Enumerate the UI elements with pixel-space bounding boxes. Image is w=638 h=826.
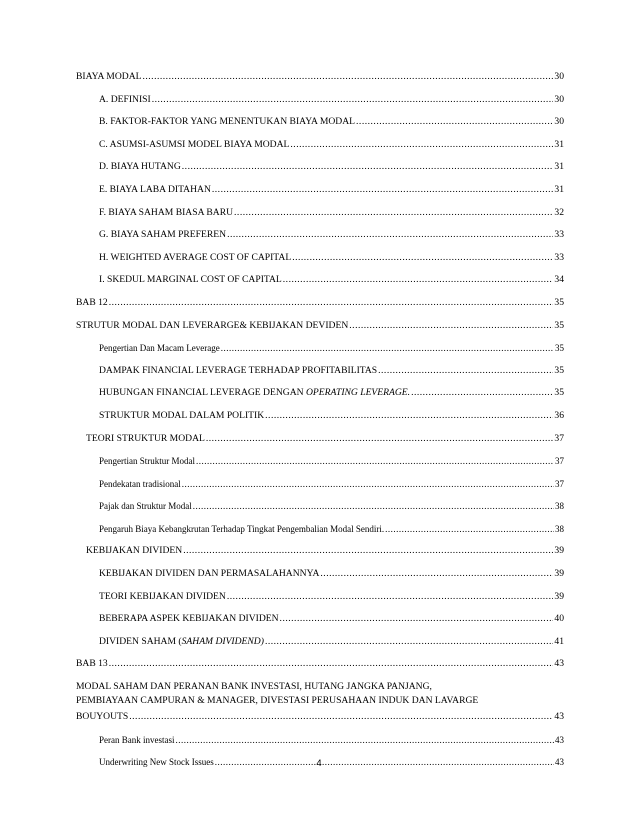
toc-entry[interactable] [76,365,564,377]
toc-entry-label-part: DIVIDEN SAHAM ( [99,635,182,647]
toc-entry-label: STRUTUR MODAL DAN LEVERARGE& KEBIJAKAN DEVIDEN [76,319,349,331]
toc-entry-page: 35 [554,364,564,376]
dot-leader [196,455,554,467]
toc-entry[interactable] [76,207,564,219]
dot-leader [280,613,554,625]
toc-entry-label-italic: SAHAM DIVIDEND) [181,635,264,647]
toc-entry-label: D. BIAYA HUTANG [99,161,181,173]
toc-entry-page: 40 [554,613,564,625]
toc-entry-page: 32 [554,206,564,218]
toc-entry-page: 37 [554,432,564,444]
toc-entry[interactable] [76,297,564,309]
toc-entry-page: 41 [554,635,564,647]
toc-entry-label-line3: BOUYOUTS [76,711,129,723]
dot-leader [182,478,554,490]
dot-leader [292,252,553,264]
toc-entry-page: 30 [554,116,564,128]
dot-leader [349,320,553,332]
toc-entry[interactable] [76,636,564,648]
toc-entry-label: F. BIAYA SAHAM BIASA BARU [99,206,234,218]
toc-entry-label: TEORI STRUKTUR MODAL [86,432,205,444]
toc-entry-label: TEORI KEBIJAKAN DIVIDEN [99,590,226,602]
toc-entry-page: 38 [555,501,564,512]
toc-entry[interactable] [76,229,564,241]
toc-entry-page: 35 [554,296,564,308]
toc-entry-label: BEBERAPA ASPEK KEBIJAKAN DIVIDEN [99,613,279,625]
toc-entry[interactable] [76,342,564,354]
dot-leader [227,591,554,603]
toc-entry[interactable] [76,523,564,535]
dot-leader [129,711,553,723]
toc-entry[interactable] [76,568,564,580]
toc-entry-label: E. BIAYA LABA DITAHAN [99,183,211,195]
toc-entry[interactable] [76,658,564,670]
toc-entry[interactable] [76,500,564,512]
dot-leader [227,229,553,241]
toc-entry-label: Pajak dan Struktur Modal [99,501,192,512]
toc-entry[interactable] [76,410,564,422]
toc-entry-page: 38 [555,523,564,534]
toc-entry-page: 43 [555,757,564,768]
dot-leader [182,161,554,173]
dot-leader [193,500,554,512]
toc-entry[interactable] [76,184,564,196]
toc-entry-page: 35 [555,343,564,354]
toc-entry-label: BAB 12 [76,296,108,308]
toc-entry-page: 39 [554,590,564,602]
dot-leader [152,94,554,106]
toc-entry[interactable] [76,387,564,399]
toc-entry-label: DAMPAK FINANCIAL LEVERAGE TERHADAP PROFITABILITAS [99,364,378,376]
toc-entry-label: Pendekatan tradisional [99,478,181,489]
toc-entry[interactable] [76,455,564,467]
toc-entry-label-line1: MODAL SAHAM DAN PERANAN BANK INVESTASI, HUTANG JANGKA PANJANG, [76,681,432,693]
table-of-contents [76,71,564,779]
toc-entry-label: C. ASUMSI-ASUMSI MODEL BIAYA MODAL [99,138,290,150]
toc-entry[interactable] [76,161,564,173]
dot-leader [109,297,554,309]
toc-entry-label: Pengaruh Biaya Kebangkrutan Terhadap Tingkat Pengembalian Modal Sendiri. [99,523,385,534]
toc-entry[interactable] [76,545,564,557]
toc-entry[interactable] [76,274,564,286]
dot-leader [142,71,553,83]
toc-entry-label: Underwriting New Stock Issues [99,757,214,768]
toc-entry-page: 30 [554,93,564,105]
toc-entry-label-line3-row [76,711,564,723]
toc-entry-label: A. DEFINISI [99,93,151,105]
toc-entry-label-line2: PEMBIAYAAN CAMPURAN & MANAGER, DIVESTASI PERUSAHAAN INDUK DAN LAVARGE [76,695,479,707]
dot-leader [183,545,553,557]
toc-entry-page: 31 [554,183,564,195]
toc-entry-page: 43 [554,711,564,723]
dot-leader [176,734,555,746]
toc-entry-label: BIAYA MODAL [76,71,142,82]
toc-entry-page: 31 [554,138,564,150]
toc-entry-label: I. SKEDUL MARGINAL COST OF CAPITAL [99,274,282,286]
dot-leader [265,636,553,648]
toc-entry-label: BAB 13 [76,658,108,670]
toc-entry-page: 33 [554,229,564,241]
toc-entry[interactable] [76,591,564,603]
dot-leader [206,433,554,445]
dot-leader [234,207,553,219]
dot-leader [221,342,554,354]
toc-entry-label: Peran Bank investasi [99,734,175,745]
toc-entry[interactable] [76,734,564,746]
toc-entry-page: 35 [554,319,564,331]
dot-leader [320,568,553,580]
toc-entry-label-italic: OPERATING LEVERAGE. [305,387,411,399]
toc-entry-page: 39 [554,545,564,557]
toc-entry-multiline[interactable] [76,681,564,723]
toc-entry-label: G. BIAYA SAHAM PREFEREN [99,229,227,241]
toc-entry-label: KEBIJAKAN DIVIDEN DAN PERMASALAHANNYA [99,568,320,580]
toc-entry-label-part: HUBUNGAN FINANCIAL LEVERAGE DENGAN [99,387,306,399]
toc-entry[interactable] [76,139,564,151]
toc-entry-page: 34 [554,274,564,286]
toc-entry-label: B. FAKTOR-FAKTOR YANG MENENTUKAN BIAYA MODAL [99,116,356,128]
toc-entry[interactable] [76,116,564,128]
toc-entry[interactable] [76,94,564,106]
toc-entry-label [99,387,410,399]
toc-entry[interactable] [76,252,564,264]
dot-leader [356,116,553,128]
toc-entry-label: KEBIJAKAN DIVIDEN [86,545,183,557]
dot-leader [283,274,554,286]
toc-entry-label: Pengertian Struktur Modal [99,456,195,467]
toc-entry-page: 33 [554,251,564,263]
toc-entry-page: 43 [555,734,564,745]
toc-entry[interactable] [76,433,564,445]
toc-entry-label: Pengertian Dan Macam Leverage [99,343,220,354]
dot-leader [290,139,553,151]
dot-leader [385,523,554,535]
toc-entry-page: 30 [554,71,564,82]
dot-leader [212,184,554,196]
toc-entry[interactable] [76,320,564,332]
dot-leader [411,387,553,399]
toc-entry[interactable] [76,613,564,625]
toc-entry-page: 37 [555,456,564,467]
dot-leader [378,365,553,377]
toc-entry-label [99,636,264,648]
toc-entry-label: STRUKTUR MODAL DALAM POLITIK [99,409,265,421]
toc-entry[interactable] [76,71,564,83]
toc-entry-page: 31 [554,161,564,173]
toc-entry-page: 37 [555,478,564,489]
toc-entry-page: 36 [554,409,564,421]
toc-entry-page: 35 [554,387,564,399]
toc-entry[interactable] [76,478,564,490]
dot-leader [109,658,554,670]
page-number: 4 [316,758,322,769]
dot-leader [265,410,553,422]
toc-entry-page: 43 [554,658,564,670]
toc-entry-label: H. WEIGHTED AVERAGE COST OF CAPITAL [99,251,292,263]
toc-entry-page: 39 [554,568,564,580]
